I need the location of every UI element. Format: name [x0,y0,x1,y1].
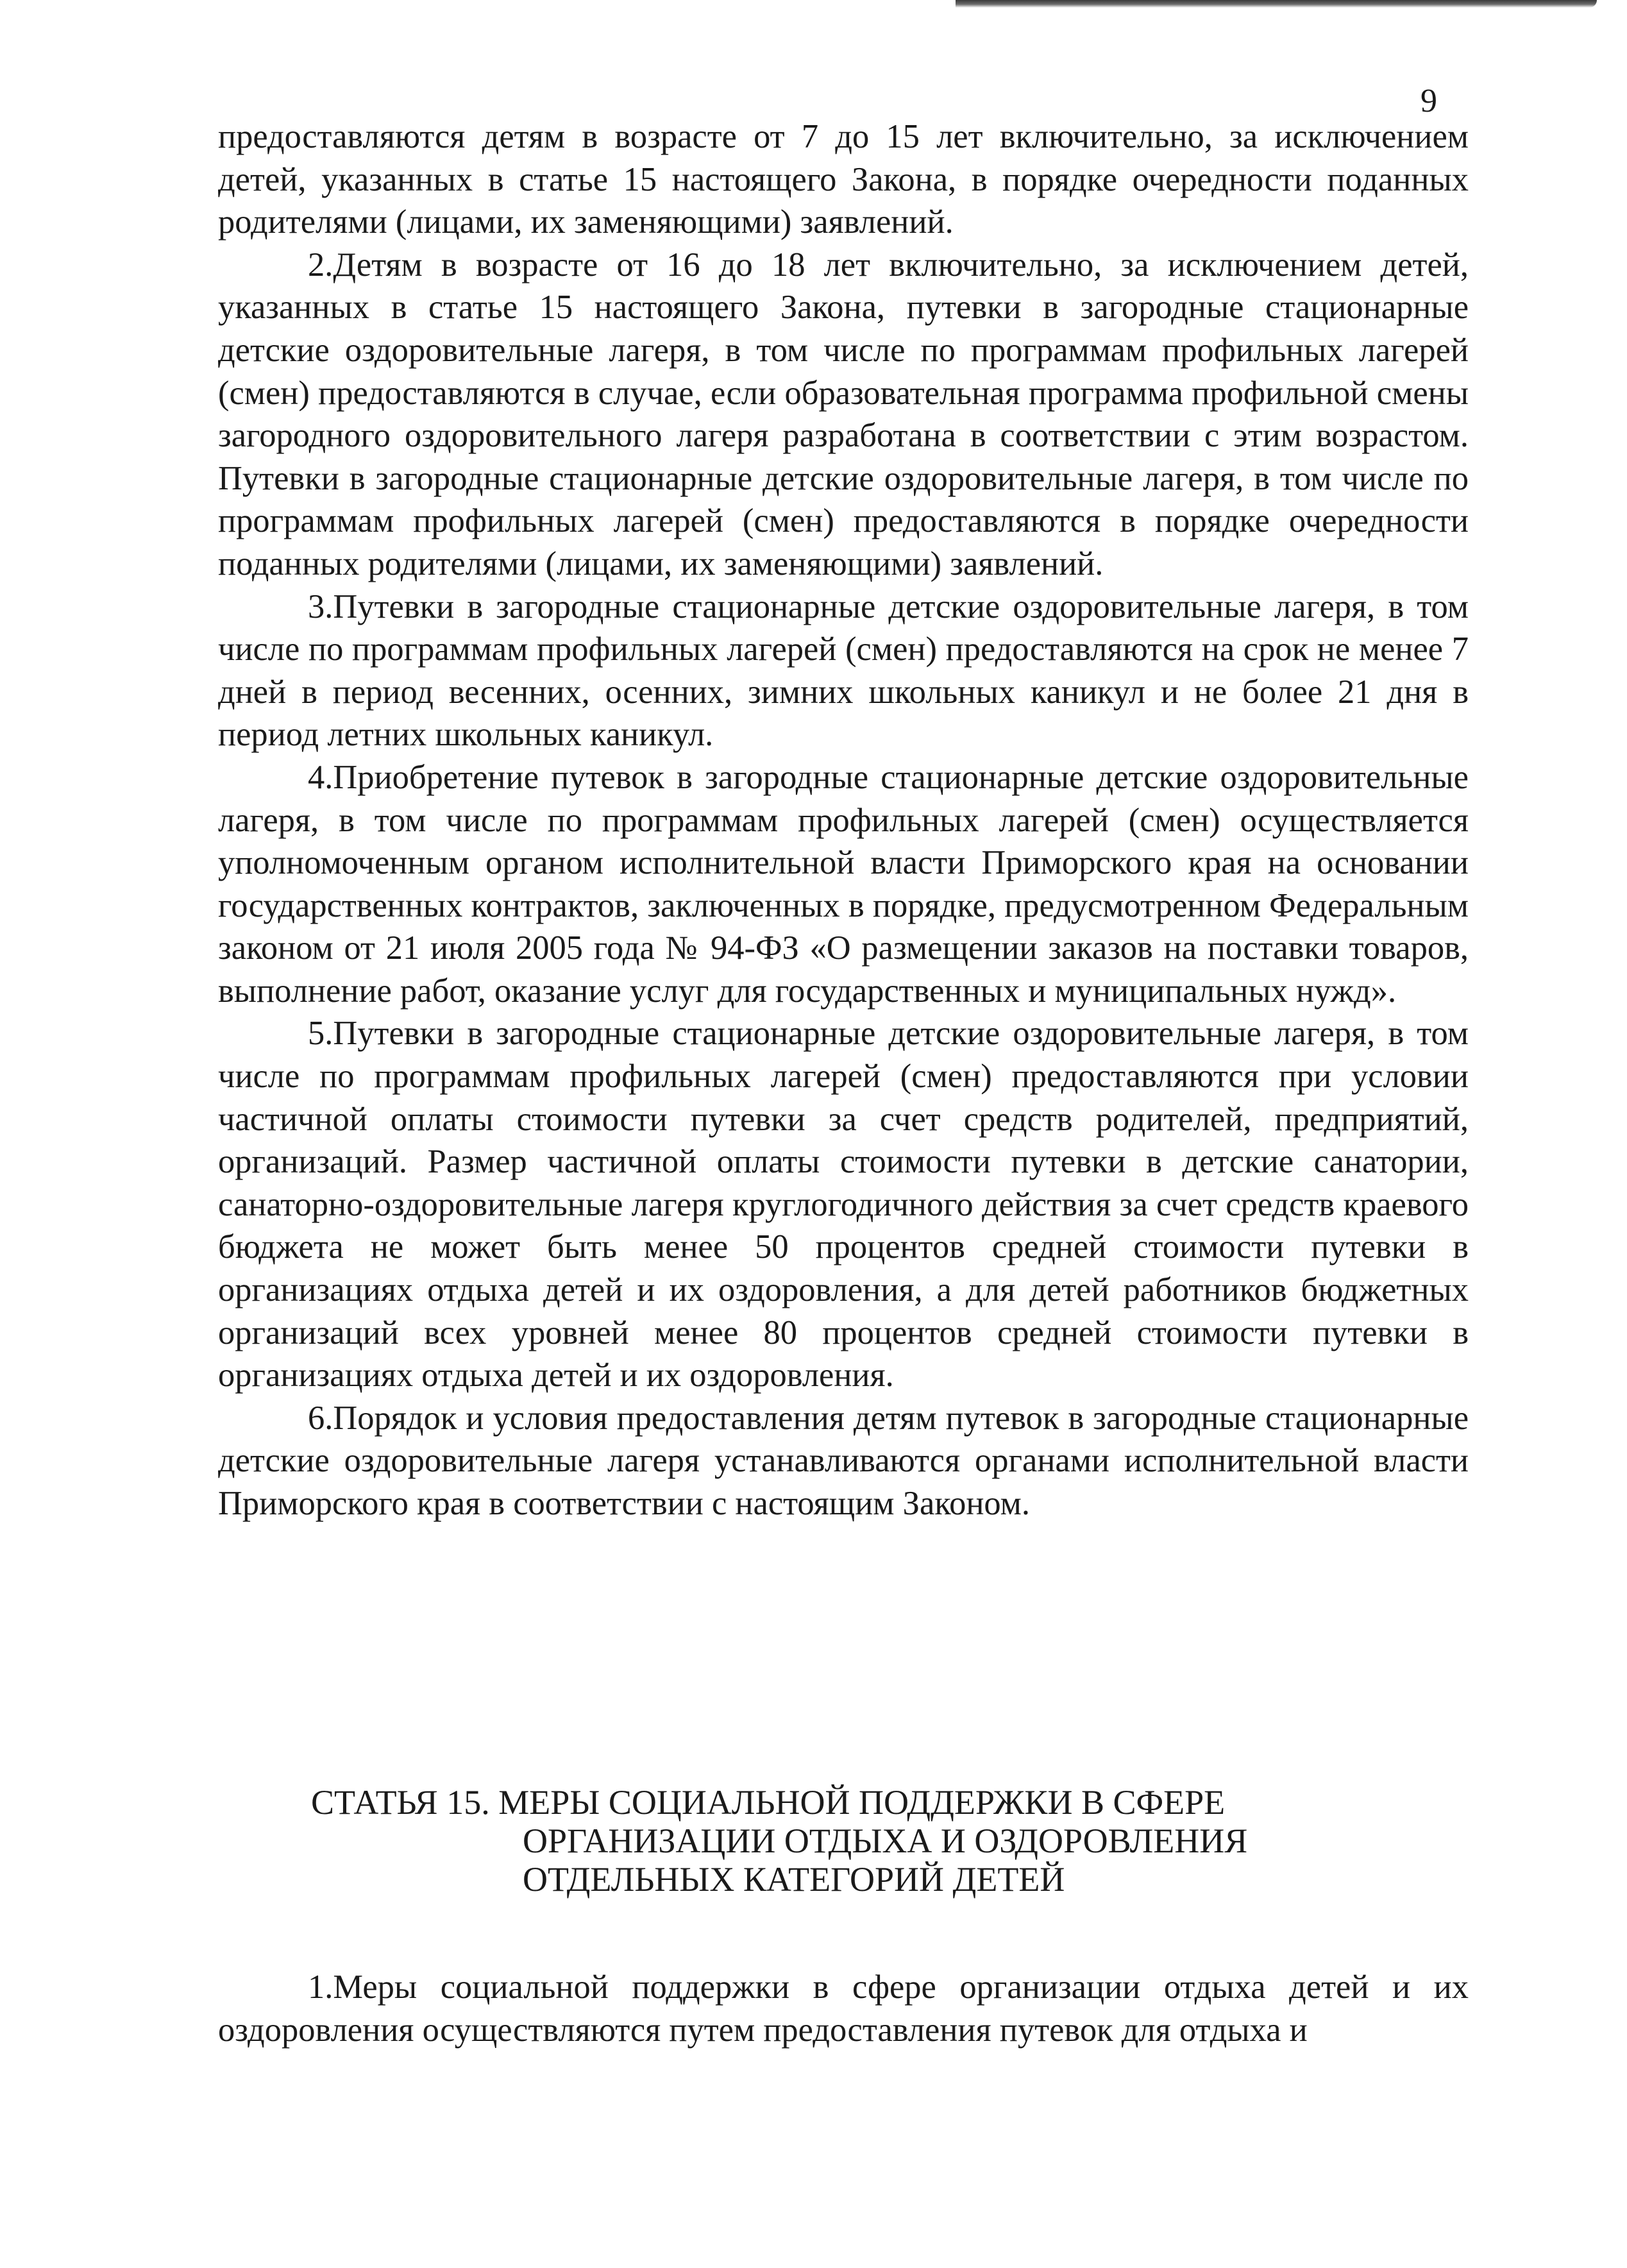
paragraph-6: 6.Порядок и условия предоставления детям путевок в загородные стационарные детские оздоровительные лагеря устанавливаются органами исполнительной власти Приморского края в соответствии с настоящим Законом. [218,1399,1469,1522]
scan-edge-shadow [956,0,1597,8]
heading-line-1: СТАТЬЯ 15. МЕРЫ СОЦИАЛЬНОЙ ПОДДЕРЖКИ В СФЕРЕ [311,1783,1226,1822]
article-14-continuation [218,115,1469,1525]
article-15-body [218,1966,1469,2051]
heading-line-3: ОТДЕЛЬНЫХ КАТЕГОРИЙ ДЕТЕЙ [523,1860,1065,1899]
article-15-paragraph-1: 1.Меры социальной поддержки в сфере организации отдыха детей и их оздоровления осуществляются путем предоставления путевок для отдыха и [218,1968,1469,2049]
paragraph-2: 2.Детям в возрасте от 16 до 18 лет включительно, за исключением детей, указанных в статье 15 настоящего Закона, путевки в загородные стационарные детские оздоровительные лагеря, в том числе по программам профильных лагерей (смен) предоставляются в случае, если образовательная программа профильной смены загородного оздоровительного лагеря разработана в соответствии с этим возрастом. Путевки в загородные стационарные детские оздоровительные лагеря, в том числе по программам профильных лагерей (смен) предоставляются в порядке очередности поданных родителями (лицами, их заменяющими) заявлений. [218,246,1469,582]
paragraph-4: 4.Приобретение путевок в загородные стационарные детские оздоровительные лагеря, в том числе по программам профильных лагерей (смен) осуществляется уполномоченным органом исполнительной власти Приморского края на основании государственных контрактов, заключенных в порядке, предусмотренном Федеральным законом от 21 июля 2005 года № 94-ФЗ «О размещении заказов на поставки товаров, выполнение работ, оказание услуг для государственных и муниципальных нужд». [218,758,1469,1010]
paragraph-3: 3.Путевки в загородные стационарные детские оздоровительные лагеря, в том числе по программам профильных лагерей (смен) предоставляются на срок не менее 7 дней в период весенних, осенних, зимних школьных каникул и не более 21 дня в период летних школьных каникул. [218,588,1469,754]
page-number: 9 [1420,83,1437,119]
article-15-heading [218,1783,1469,1899]
paragraph-continued: предоставляются детям в возрасте от 7 до 15 лет включительно, за исключением детей, указанных в статье 15 настоящего Закона, в порядке очередности поданных родителями (лицами, их заменяющими) заявлений. [218,118,1469,241]
paragraph-5: 5.Путевки в загородные стационарные детские оздоровительные лагеря, в том числе по программам профильных лагерей (смен) предоставляются при условии частичной оплаты стоимости путевки за счет средств родителей, предприятий, организаций. Размер частичной оплаты стоимости путевки в детские санатории, санаторно-оздоровительные лагеря круглогодичного действия за счет средств краевого бюджета не может быть менее 50 процентов средней стоимости путевки в организациях отдыха детей и их оздоровления, а для детей работников бюджетных организаций всех уровней менее 80 процентов средней стоимости путевки в организациях отдыха детей и их оздоровления. [218,1015,1469,1394]
heading-line-2: ОРГАНИЗАЦИИ ОТДЫХА И ОЗДОРОВЛЕНИЯ [523,1822,1248,1860]
